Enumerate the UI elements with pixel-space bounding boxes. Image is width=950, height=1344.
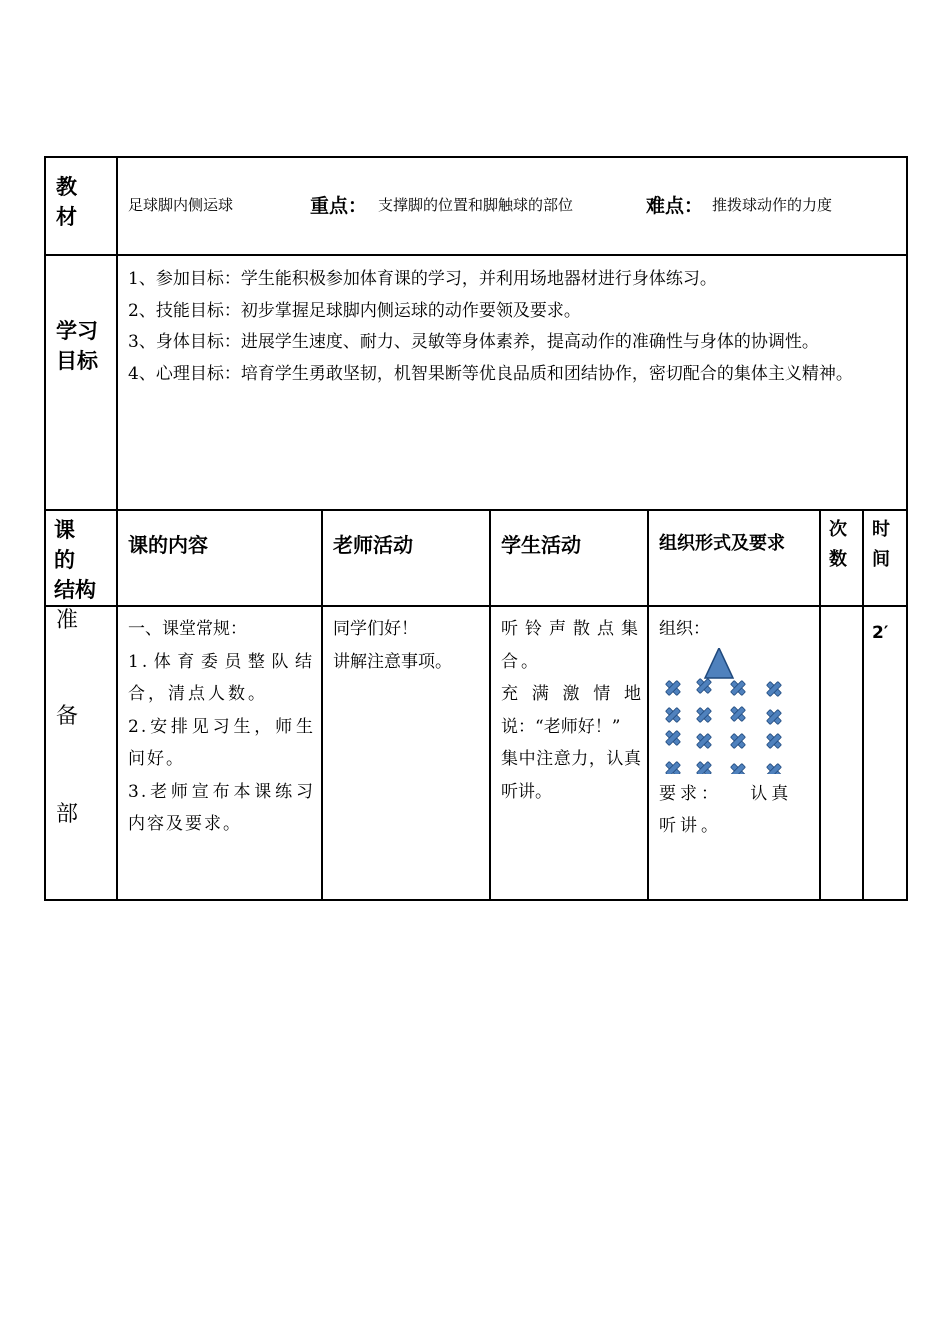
learning-goals-row: [45, 255, 907, 510]
content-routine-heading: 一、课堂常规：: [128, 619, 247, 639]
student-activity-item: 集中注意力，认真听讲。: [501, 749, 641, 802]
x-icon: [662, 703, 685, 726]
prep-section-row: [45, 606, 907, 900]
teaching-material-text: 足球脚内侧运球: [128, 196, 234, 214]
organization-label: 组织：: [659, 619, 710, 639]
content-item: 3.老师宣布本课练习内容及要求。: [128, 781, 315, 834]
goal-psychological: 4、心理目标：培育学生勇敢坚韧，机智果断等优良品质和团结协作，密切配合的集体主义精神。: [128, 363, 853, 384]
learning-goals-content: [117, 255, 907, 510]
goal-participation: 1、参加目标：学生能积极参加体育课的学习，并利用场地器材进行身体练习。: [128, 269, 717, 289]
header-count: 次 数: [820, 510, 863, 606]
prep-content-cell: [117, 606, 322, 900]
content-item: 2.安排见习生，师生问好。: [128, 716, 315, 769]
x-icon: [662, 676, 685, 699]
structure-header-row: [45, 510, 907, 606]
prep-organization-cell: [648, 606, 820, 900]
content-item: 1.体育委员整队结合，清点人数。: [128, 651, 315, 704]
teaching-material-row: [45, 157, 907, 255]
header-organization: 组织形式及要求: [648, 510, 820, 606]
difficulty-text: 推拨球动作的力度: [712, 196, 833, 214]
prep-teacher-cell: [322, 606, 490, 900]
teaching-material-label: 教 材: [45, 157, 117, 255]
prep-time-cell: 2′: [863, 606, 907, 900]
x-icon: [693, 703, 716, 726]
teaching-material-content-cell: [117, 157, 907, 255]
prep-student-cell: [490, 606, 648, 900]
x-icon: [727, 759, 750, 773]
teacher-activity-item: 同学们好！: [333, 619, 418, 639]
x-icon: [763, 759, 786, 773]
x-icon: [727, 702, 750, 725]
teacher-activity-item: 讲解注意事项。: [333, 651, 452, 672]
goal-physical: 3、身体目标：进展学生速度、耐力、灵敏等身体素养，提高动作的准确性与身体的协调性。: [128, 332, 819, 352]
header-structure: 课 的 结构: [45, 510, 117, 606]
x-icon: [693, 757, 716, 773]
header-time: 时 间: [863, 510, 907, 606]
student-formation-grid: [662, 674, 786, 773]
organization-requirement: 要求： 认真听讲。: [659, 783, 793, 836]
difficulty-label: 难点：: [646, 195, 704, 217]
header-student-activity: 学生活动: [490, 510, 648, 606]
student-activity-item: 听铃声散点集合。: [501, 619, 641, 672]
learning-goals-label: 学习 目标: [45, 255, 117, 510]
x-icon: [662, 726, 685, 749]
x-icon: [763, 677, 786, 700]
formation-diagram: [659, 648, 809, 774]
student-activity-item: 充满激情地说：“老师好！”: [501, 684, 641, 737]
prep-count-cell: [820, 606, 863, 900]
key-point-label: 重点：: [310, 195, 368, 217]
x-icon: [693, 729, 716, 752]
prep-section-label: 准 备 部: [45, 606, 117, 900]
x-icon: [763, 705, 786, 728]
x-icon: [662, 757, 685, 773]
header-content: 课的内容: [117, 510, 322, 606]
goal-skill: 2、技能目标：初步掌握足球脚内侧运球的动作要领及要求。: [128, 300, 581, 321]
x-icon: [727, 729, 750, 752]
header-teacher-activity: 老师活动: [322, 510, 490, 606]
x-icon: [763, 729, 786, 752]
lesson-plan-table: [44, 156, 908, 901]
key-point-text: 支撑脚的位置和脚触球的部位: [378, 196, 574, 214]
triangle-icon: [705, 648, 733, 678]
x-icon: [727, 676, 750, 699]
